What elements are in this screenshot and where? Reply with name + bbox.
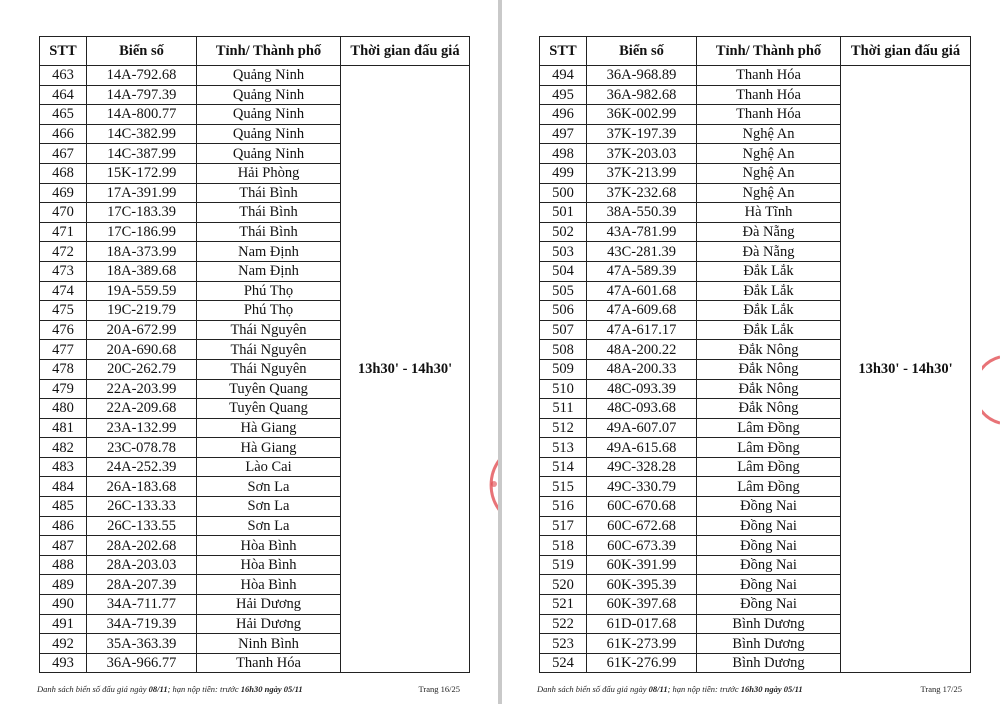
- cell-province: Đồng Nai: [697, 595, 841, 615]
- cell-province: Quảng Ninh: [197, 144, 341, 164]
- cell-stt: 506: [540, 301, 587, 321]
- table-body: [540, 66, 971, 673]
- cell-province: Hải Dương: [197, 595, 341, 615]
- cell-plate: 49A-615.68: [587, 438, 697, 458]
- cell-plate: 14C-387.99: [87, 144, 197, 164]
- cell-plate: 18A-389.68: [87, 261, 197, 281]
- table-body: [40, 66, 470, 673]
- cell-stt: 496: [540, 105, 587, 125]
- cell-province: Thái Bình: [197, 222, 341, 242]
- cell-stt: 511: [540, 399, 587, 419]
- cell-stt: 517: [540, 516, 587, 536]
- cell-province: Đà Nẵng: [697, 222, 841, 242]
- cell-stt: 505: [540, 281, 587, 301]
- cell-stt: 503: [540, 242, 587, 262]
- cell-plate: 37K-197.39: [587, 124, 697, 144]
- cell-province: Nghệ An: [697, 183, 841, 203]
- cell-province: Nghệ An: [697, 163, 841, 183]
- document-page-right: [502, 0, 1000, 704]
- cell-province: Sơn La: [197, 497, 341, 517]
- cell-stt: 491: [40, 614, 87, 634]
- cell-province: Sơn La: [197, 516, 341, 536]
- cell-province: Hòa Bình: [197, 536, 341, 556]
- cell-stt: 500: [540, 183, 587, 203]
- cell-province: Thái Nguyên: [197, 320, 341, 340]
- cell-plate: 22A-203.99: [87, 379, 197, 399]
- cell-stt: 523: [540, 634, 587, 654]
- page-number: Trang 17/25: [920, 684, 962, 694]
- footer-deadline: 16h30 ngày 05/11: [240, 684, 303, 694]
- cell-province: Quảng Ninh: [197, 105, 341, 125]
- cell-province: Phú Thọ: [197, 281, 341, 301]
- footer-prefix: Danh sách biển số đấu giá ngày: [37, 684, 149, 694]
- header-province: Tỉnh/ Thành phố: [697, 37, 841, 66]
- cell-plate: 37K-213.99: [587, 163, 697, 183]
- cell-province: Thanh Hóa: [697, 105, 841, 125]
- footer-prefix: Danh sách biển số đấu giá ngày: [537, 684, 649, 694]
- cell-plate: 14A-800.77: [87, 105, 197, 125]
- cell-plate: 38A-550.39: [587, 203, 697, 223]
- cell-stt: 498: [540, 144, 587, 164]
- cell-plate: 60K-391.99: [587, 555, 697, 575]
- cell-stt: 512: [540, 418, 587, 438]
- cell-province: Lâm Đồng: [697, 418, 841, 438]
- cell-plate: 36A-968.89: [587, 66, 697, 86]
- cell-province: Tuyên Quang: [197, 379, 341, 399]
- cell-stt: 470: [40, 203, 87, 223]
- cell-plate: 60K-395.39: [587, 575, 697, 595]
- cell-stt: 490: [40, 595, 87, 615]
- cell-province: Đắk Nông: [697, 359, 841, 379]
- cell-plate: 47A-589.39: [587, 261, 697, 281]
- cell-plate: 17C-183.39: [87, 203, 197, 223]
- cell-province: Quảng Ninh: [197, 124, 341, 144]
- cell-plate: 17C-186.99: [87, 222, 197, 242]
- cell-stt: 493: [40, 653, 87, 673]
- cell-plate: 36A-966.77: [87, 653, 197, 673]
- document-page-left: [0, 0, 498, 704]
- cell-stt: 507: [540, 320, 587, 340]
- cell-plate: 17A-391.99: [87, 183, 197, 203]
- cell-stt: 472: [40, 242, 87, 262]
- cell-province: Đắk Lắk: [697, 301, 841, 321]
- cell-province: Đồng Nai: [697, 497, 841, 517]
- cell-stt: 522: [540, 614, 587, 634]
- cell-plate: 14C-382.99: [87, 124, 197, 144]
- plate-table: [39, 36, 470, 673]
- cell-plate: 23A-132.99: [87, 418, 197, 438]
- cell-province: Thái Nguyên: [197, 340, 341, 360]
- cell-stt: 479: [40, 379, 87, 399]
- cell-stt: 509: [540, 359, 587, 379]
- cell-stt: 520: [540, 575, 587, 595]
- cell-stt: 521: [540, 595, 587, 615]
- cell-province: Hà Giang: [197, 438, 341, 458]
- cell-plate: 61K-276.99: [587, 653, 697, 673]
- cell-stt: 478: [40, 359, 87, 379]
- cell-plate: 47A-609.68: [587, 301, 697, 321]
- cell-plate: 18A-373.99: [87, 242, 197, 262]
- cell-province: Lâm Đồng: [697, 457, 841, 477]
- cell-province: Hải Phòng: [197, 163, 341, 183]
- cell-plate: 48A-200.33: [587, 359, 697, 379]
- cell-stt: 464: [40, 85, 87, 105]
- cell-plate: 36K-002.99: [587, 105, 697, 125]
- cell-province: Phú Thọ: [197, 301, 341, 321]
- cell-stt: 474: [40, 281, 87, 301]
- cell-province: Đắk Lắk: [697, 281, 841, 301]
- cell-plate: 19C-219.79: [87, 301, 197, 321]
- cell-province: Hòa Bình: [197, 555, 341, 575]
- cell-stt: 481: [40, 418, 87, 438]
- cell-stt: 524: [540, 653, 587, 673]
- cell-stt: 466: [40, 124, 87, 144]
- cell-stt: 510: [540, 379, 587, 399]
- cell-stt: 495: [540, 85, 587, 105]
- cell-plate: 60C-672.68: [587, 516, 697, 536]
- cell-province: Bình Dương: [697, 634, 841, 654]
- table-row: [540, 66, 971, 86]
- cell-province: Nam Định: [197, 242, 341, 262]
- cell-stt: 488: [40, 555, 87, 575]
- red-stamp-icon: [982, 355, 1000, 425]
- cell-plate: 34A-719.39: [87, 614, 197, 634]
- cell-province: Hà Tĩnh: [697, 203, 841, 223]
- cell-stt: 485: [40, 497, 87, 517]
- cell-plate: 37K-232.68: [587, 183, 697, 203]
- cell-stt: 492: [40, 634, 87, 654]
- header-auction-time: Thời gian đấu giá: [841, 37, 971, 66]
- cell-stt: 465: [40, 105, 87, 125]
- cell-province: Bình Dương: [697, 653, 841, 673]
- cell-province: Thanh Hóa: [697, 66, 841, 86]
- cell-plate: 48C-093.39: [587, 379, 697, 399]
- cell-province: Ninh Bình: [197, 634, 341, 654]
- cell-plate: 61D-017.68: [587, 614, 697, 634]
- cell-province: Lâm Đồng: [697, 438, 841, 458]
- cell-plate: 60C-673.39: [587, 536, 697, 556]
- cell-stt: 467: [40, 144, 87, 164]
- header-auction-time: Thời gian đấu giá: [341, 37, 470, 66]
- footer-date: 08/11: [648, 684, 668, 694]
- cell-stt: 463: [40, 66, 87, 86]
- cell-plate: 23C-078.78: [87, 438, 197, 458]
- footer-middle: ; hạn nộp tiền: trước: [167, 684, 241, 694]
- cell-plate: 49A-607.07: [587, 418, 697, 438]
- footer-note: [37, 684, 303, 694]
- cell-stt: 482: [40, 438, 87, 458]
- cell-stt: 489: [40, 575, 87, 595]
- cell-province: Nghệ An: [697, 144, 841, 164]
- cell-province: Lào Cai: [197, 457, 341, 477]
- cell-province: Đồng Nai: [697, 575, 841, 595]
- footer-date: 08/11: [148, 684, 168, 694]
- header-plate: Biển số: [587, 37, 697, 66]
- table-header-row: [40, 37, 470, 66]
- cell-province: Lâm Đồng: [697, 477, 841, 497]
- cell-stt: 477: [40, 340, 87, 360]
- cell-plate: 15K-172.99: [87, 163, 197, 183]
- cell-plate: 14A-797.39: [87, 85, 197, 105]
- cell-plate: 26C-133.55: [87, 516, 197, 536]
- cell-plate: 47A-617.17: [587, 320, 697, 340]
- cell-plate: 49C-328.28: [587, 457, 697, 477]
- cell-province: Bình Dương: [697, 614, 841, 634]
- cell-stt: 518: [540, 536, 587, 556]
- cell-province: Đắk Lắk: [697, 320, 841, 340]
- cell-plate: 26A-183.68: [87, 477, 197, 497]
- cell-province: Đồng Nai: [697, 555, 841, 575]
- footer-note: [537, 684, 803, 694]
- cell-province: Quảng Ninh: [197, 66, 341, 86]
- cell-stt: 501: [540, 203, 587, 223]
- table-row: [40, 66, 470, 86]
- cell-plate: 48A-200.22: [587, 340, 697, 360]
- cell-stt: 497: [540, 124, 587, 144]
- cell-province: Đắk Nông: [697, 399, 841, 419]
- cell-stt: 508: [540, 340, 587, 360]
- cell-plate: 34A-711.77: [87, 595, 197, 615]
- footer-middle: ; hạn nộp tiền: trước: [667, 684, 741, 694]
- plate-table: [539, 36, 971, 673]
- cell-stt: 487: [40, 536, 87, 556]
- cell-stt: 469: [40, 183, 87, 203]
- cell-stt: 486: [40, 516, 87, 536]
- cell-plate: 35A-363.39: [87, 634, 197, 654]
- cell-province: Thanh Hóa: [697, 85, 841, 105]
- cell-plate: 20A-672.99: [87, 320, 197, 340]
- cell-plate: 36A-982.68: [587, 85, 697, 105]
- cell-province: Sơn La: [197, 477, 341, 497]
- cell-plate: 26C-133.33: [87, 497, 197, 517]
- cell-province: Thanh Hóa: [197, 653, 341, 673]
- cell-province: Hòa Bình: [197, 575, 341, 595]
- cell-province: Thái Nguyên: [197, 359, 341, 379]
- cell-plate: 47A-601.68: [587, 281, 697, 301]
- cell-plate: 60K-397.68: [587, 595, 697, 615]
- cell-plate: 28A-207.39: [87, 575, 197, 595]
- cell-province: Thái Bình: [197, 203, 341, 223]
- cell-stt: 514: [540, 457, 587, 477]
- cell-plate: 61K-273.99: [587, 634, 697, 654]
- cell-stt: 473: [40, 261, 87, 281]
- cell-province: Quảng Ninh: [197, 85, 341, 105]
- cell-province: Đắk Nông: [697, 379, 841, 399]
- cell-province: Hà Giang: [197, 418, 341, 438]
- cell-plate: 28A-202.68: [87, 536, 197, 556]
- footer-deadline: 16h30 ngày 05/11: [740, 684, 803, 694]
- cell-stt: 516: [540, 497, 587, 517]
- cell-province: Đồng Nai: [697, 516, 841, 536]
- cell-province: Hải Dương: [197, 614, 341, 634]
- header-plate: Biển số: [87, 37, 197, 66]
- cell-stt: 515: [540, 477, 587, 497]
- cell-province: Nam Định: [197, 261, 341, 281]
- table-header-row: [540, 37, 971, 66]
- cell-plate: 20C-262.79: [87, 359, 197, 379]
- cell-plate: 28A-203.03: [87, 555, 197, 575]
- cell-stt: 483: [40, 457, 87, 477]
- cell-plate: 48C-093.68: [587, 399, 697, 419]
- cell-plate: 60C-670.68: [587, 497, 697, 517]
- header-province: Tỉnh/ Thành phố: [197, 37, 341, 66]
- cell-stt: 519: [540, 555, 587, 575]
- cell-province: Đắk Nông: [697, 340, 841, 360]
- cell-stt: 504: [540, 261, 587, 281]
- cell-auction-time: 13h30' - 14h30': [841, 66, 971, 673]
- cell-stt: 499: [540, 163, 587, 183]
- cell-province: Thái Bình: [197, 183, 341, 203]
- cell-stt: 484: [40, 477, 87, 497]
- cell-province: Đồng Nai: [697, 536, 841, 556]
- cell-stt: 475: [40, 301, 87, 321]
- cell-auction-time: 13h30' - 14h30': [341, 66, 470, 673]
- cell-plate: 24A-252.39: [87, 457, 197, 477]
- cell-plate: 20A-690.68: [87, 340, 197, 360]
- cell-stt: 502: [540, 222, 587, 242]
- cell-plate: 19A-559.59: [87, 281, 197, 301]
- cell-province: Nghệ An: [697, 124, 841, 144]
- cell-province: Đà Nẵng: [697, 242, 841, 262]
- cell-stt: 480: [40, 399, 87, 419]
- page-number: Trang 16/25: [418, 684, 460, 694]
- cell-stt: 494: [540, 66, 587, 86]
- cell-plate: 43C-281.39: [587, 242, 697, 262]
- cell-stt: 476: [40, 320, 87, 340]
- cell-province: Tuyên Quang: [197, 399, 341, 419]
- cell-stt: 513: [540, 438, 587, 458]
- cell-plate: 14A-792.68: [87, 66, 197, 86]
- cell-plate: 43A-781.99: [587, 222, 697, 242]
- cell-plate: 22A-209.68: [87, 399, 197, 419]
- cell-plate: 37K-203.03: [587, 144, 697, 164]
- red-stamp-icon: [476, 440, 498, 530]
- cell-province: Đắk Lắk: [697, 261, 841, 281]
- cell-stt: 468: [40, 163, 87, 183]
- cell-stt: 471: [40, 222, 87, 242]
- header-stt: STT: [540, 37, 587, 66]
- header-stt: STT: [40, 37, 87, 66]
- cell-plate: 49C-330.79: [587, 477, 697, 497]
